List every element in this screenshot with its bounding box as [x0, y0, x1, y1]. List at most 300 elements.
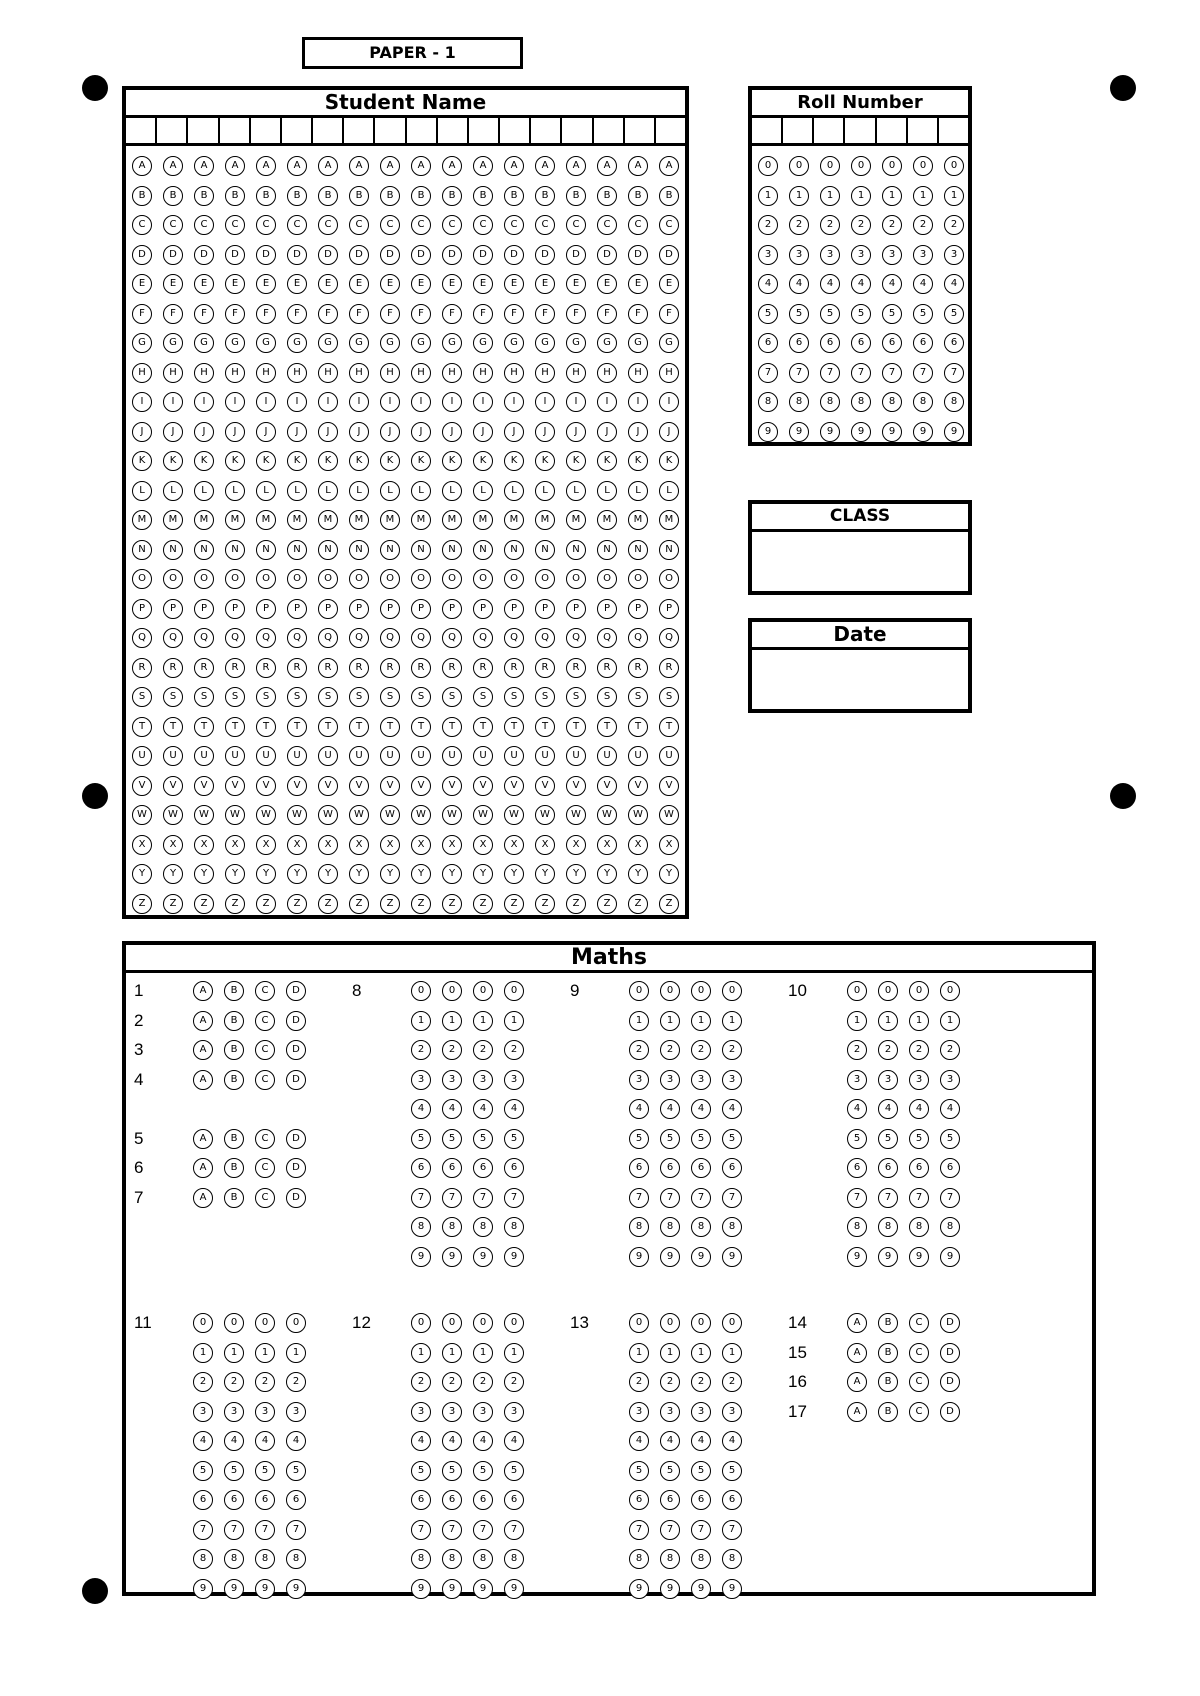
- name-letter-bubble[interactable]: N: [473, 540, 493, 560]
- numeric-digit-bubble[interactable]: 8: [473, 1217, 493, 1237]
- name-letter-bubble[interactable]: W: [473, 805, 493, 825]
- numeric-digit-bubble[interactable]: 9: [504, 1579, 524, 1599]
- mcq-choice-bubble[interactable]: D: [286, 1188, 306, 1208]
- name-letter-bubble[interactable]: Z: [256, 894, 276, 914]
- name-letter-bubble[interactable]: A: [473, 156, 493, 176]
- numeric-digit-bubble[interactable]: 0: [193, 1313, 213, 1333]
- name-letter-bubble[interactable]: X: [132, 835, 152, 855]
- name-letter-bubble[interactable]: E: [194, 274, 214, 294]
- name-letter-bubble[interactable]: I: [566, 392, 586, 412]
- name-letter-bubble[interactable]: G: [597, 333, 617, 353]
- name-letter-bubble[interactable]: R: [411, 658, 431, 678]
- numeric-digit-bubble[interactable]: 3: [629, 1402, 649, 1422]
- name-letter-bubble[interactable]: M: [194, 510, 214, 530]
- name-letter-bubble[interactable]: Y: [349, 864, 369, 884]
- roll-digit-bubble[interactable]: 6: [820, 333, 840, 353]
- name-letter-bubble[interactable]: P: [256, 599, 276, 619]
- name-letter-bubble[interactable]: O: [194, 569, 214, 589]
- name-letter-bubble[interactable]: S: [504, 687, 524, 707]
- roll-digit-bubble[interactable]: 1: [882, 186, 902, 206]
- mcq-choice-bubble[interactable]: D: [286, 1011, 306, 1031]
- name-letter-bubble[interactable]: O: [535, 569, 555, 589]
- numeric-digit-bubble[interactable]: 0: [722, 1313, 742, 1333]
- numeric-digit-bubble[interactable]: 0: [286, 1313, 306, 1333]
- name-letter-bubble[interactable]: G: [132, 333, 152, 353]
- name-letter-bubble[interactable]: V: [163, 776, 183, 796]
- name-letter-bubble[interactable]: K: [225, 451, 245, 471]
- numeric-digit-bubble[interactable]: 6: [286, 1490, 306, 1510]
- roll-digit-box[interactable]: [845, 118, 876, 146]
- name-letter-bubble[interactable]: U: [411, 746, 431, 766]
- roll-digit-box[interactable]: [752, 118, 783, 146]
- name-letter-bubble[interactable]: H: [163, 363, 183, 383]
- name-letter-bubble[interactable]: N: [380, 540, 400, 560]
- name-letter-bubble[interactable]: G: [287, 333, 307, 353]
- roll-digit-bubble[interactable]: 8: [882, 392, 902, 412]
- name-letter-bubble[interactable]: D: [659, 245, 679, 265]
- roll-digit-bubble[interactable]: 6: [789, 333, 809, 353]
- name-letter-bubble[interactable]: O: [287, 569, 307, 589]
- name-letter-bubble[interactable]: C: [163, 215, 183, 235]
- name-letter-bubble[interactable]: H: [628, 363, 648, 383]
- name-letter-bubble[interactable]: H: [442, 363, 462, 383]
- roll-digit-bubble[interactable]: 4: [851, 274, 871, 294]
- name-letter-bubble[interactable]: L: [256, 481, 276, 501]
- numeric-digit-bubble[interactable]: 0: [442, 981, 462, 1001]
- name-letter-bubble[interactable]: W: [566, 805, 586, 825]
- name-letter-bubble[interactable]: C: [411, 215, 431, 235]
- name-letter-bubble[interactable]: I: [287, 392, 307, 412]
- numeric-digit-bubble[interactable]: 4: [909, 1099, 929, 1119]
- name-letter-bubble[interactable]: J: [132, 422, 152, 442]
- roll-digit-bubble[interactable]: 7: [882, 363, 902, 383]
- numeric-digit-bubble[interactable]: 4: [629, 1431, 649, 1451]
- numeric-digit-bubble[interactable]: 6: [193, 1490, 213, 1510]
- name-letter-bubble[interactable]: W: [287, 805, 307, 825]
- name-letter-bubble[interactable]: U: [287, 746, 307, 766]
- numeric-digit-bubble[interactable]: 6: [691, 1490, 711, 1510]
- name-letter-bubble[interactable]: P: [566, 599, 586, 619]
- numeric-digit-bubble[interactable]: 1: [691, 1343, 711, 1363]
- name-letter-bubble[interactable]: X: [349, 835, 369, 855]
- name-letter-bubble[interactable]: A: [535, 156, 555, 176]
- name-letter-bubble[interactable]: I: [380, 392, 400, 412]
- numeric-digit-bubble[interactable]: 3: [411, 1402, 431, 1422]
- name-letter-bubble[interactable]: W: [349, 805, 369, 825]
- numeric-digit-bubble[interactable]: 5: [629, 1461, 649, 1481]
- name-letter-bubble[interactable]: I: [194, 392, 214, 412]
- numeric-digit-bubble[interactable]: 8: [504, 1217, 524, 1237]
- numeric-digit-bubble[interactable]: 2: [411, 1372, 431, 1392]
- numeric-digit-bubble[interactable]: 4: [722, 1099, 742, 1119]
- name-letter-bubble[interactable]: A: [318, 156, 338, 176]
- name-letter-bubble[interactable]: P: [380, 599, 400, 619]
- numeric-digit-bubble[interactable]: 3: [691, 1070, 711, 1090]
- name-letter-bubble[interactable]: A: [628, 156, 648, 176]
- numeric-digit-bubble[interactable]: 4: [473, 1431, 493, 1451]
- numeric-digit-bubble[interactable]: 0: [940, 981, 960, 1001]
- name-letter-bubble[interactable]: I: [442, 392, 462, 412]
- numeric-digit-bubble[interactable]: 8: [442, 1217, 462, 1237]
- name-letter-bubble[interactable]: D: [473, 245, 493, 265]
- roll-digit-bubble[interactable]: 9: [882, 422, 902, 442]
- name-letter-bubble[interactable]: G: [256, 333, 276, 353]
- name-letter-bubble[interactable]: J: [287, 422, 307, 442]
- name-letter-bubble[interactable]: J: [473, 422, 493, 442]
- name-letter-bubble[interactable]: D: [411, 245, 431, 265]
- name-letter-bubble[interactable]: B: [628, 186, 648, 206]
- name-letter-bubble[interactable]: J: [566, 422, 586, 442]
- name-letter-box[interactable]: [656, 118, 685, 146]
- name-letter-bubble[interactable]: Y: [504, 864, 524, 884]
- name-letter-bubble[interactable]: T: [411, 717, 431, 737]
- numeric-digit-bubble[interactable]: 8: [722, 1549, 742, 1569]
- name-letter-bubble[interactable]: U: [442, 746, 462, 766]
- name-letter-bubble[interactable]: J: [380, 422, 400, 442]
- name-letter-bubble[interactable]: P: [287, 599, 307, 619]
- name-letter-bubble[interactable]: W: [380, 805, 400, 825]
- numeric-digit-bubble[interactable]: 6: [473, 1158, 493, 1178]
- numeric-digit-bubble[interactable]: 5: [660, 1461, 680, 1481]
- numeric-digit-bubble[interactable]: 4: [722, 1431, 742, 1451]
- name-letter-bubble[interactable]: D: [225, 245, 245, 265]
- mcq-choice-bubble[interactable]: A: [847, 1372, 867, 1392]
- numeric-digit-bubble[interactable]: 6: [878, 1158, 898, 1178]
- name-letter-bubble[interactable]: Q: [628, 628, 648, 648]
- mcq-choice-bubble[interactable]: C: [909, 1343, 929, 1363]
- name-letter-bubble[interactable]: D: [132, 245, 152, 265]
- name-letter-bubble[interactable]: U: [349, 746, 369, 766]
- roll-digit-bubble[interactable]: 9: [758, 422, 778, 442]
- numeric-digit-bubble[interactable]: 0: [504, 1313, 524, 1333]
- roll-digit-bubble[interactable]: 2: [851, 215, 871, 235]
- name-letter-bubble[interactable]: K: [442, 451, 462, 471]
- name-letter-bubble[interactable]: R: [349, 658, 369, 678]
- numeric-digit-bubble[interactable]: 2: [909, 1040, 929, 1060]
- numeric-digit-bubble[interactable]: 2: [411, 1040, 431, 1060]
- numeric-digit-bubble[interactable]: 1: [442, 1011, 462, 1031]
- name-letter-bubble[interactable]: U: [163, 746, 183, 766]
- name-letter-bubble[interactable]: J: [411, 422, 431, 442]
- roll-digit-bubble[interactable]: 1: [913, 186, 933, 206]
- numeric-digit-bubble[interactable]: 5: [504, 1461, 524, 1481]
- name-letter-bubble[interactable]: F: [659, 304, 679, 324]
- numeric-digit-bubble[interactable]: 8: [286, 1549, 306, 1569]
- numeric-digit-bubble[interactable]: 1: [255, 1343, 275, 1363]
- roll-digit-bubble[interactable]: 8: [789, 392, 809, 412]
- name-letter-bubble[interactable]: M: [628, 510, 648, 530]
- name-letter-bubble[interactable]: X: [225, 835, 245, 855]
- name-letter-bubble[interactable]: K: [597, 451, 617, 471]
- name-letter-bubble[interactable]: K: [659, 451, 679, 471]
- name-letter-bubble[interactable]: H: [349, 363, 369, 383]
- roll-digit-bubble[interactable]: 7: [758, 363, 778, 383]
- name-letter-bubble[interactable]: J: [442, 422, 462, 442]
- name-letter-bubble[interactable]: T: [442, 717, 462, 737]
- numeric-digit-bubble[interactable]: 6: [691, 1158, 711, 1178]
- numeric-digit-bubble[interactable]: 6: [411, 1158, 431, 1178]
- roll-digit-bubble[interactable]: 2: [820, 215, 840, 235]
- name-letter-bubble[interactable]: D: [287, 245, 307, 265]
- name-letter-bubble[interactable]: K: [628, 451, 648, 471]
- numeric-digit-bubble[interactable]: 5: [224, 1461, 244, 1481]
- name-letter-bubble[interactable]: B: [349, 186, 369, 206]
- name-letter-bubble[interactable]: P: [225, 599, 245, 619]
- name-letter-bubble[interactable]: F: [504, 304, 524, 324]
- name-letter-bubble[interactable]: H: [132, 363, 152, 383]
- mcq-choice-bubble[interactable]: B: [878, 1372, 898, 1392]
- roll-digit-bubble[interactable]: 1: [851, 186, 871, 206]
- numeric-digit-bubble[interactable]: 3: [660, 1070, 680, 1090]
- roll-digit-bubble[interactable]: 5: [944, 304, 964, 324]
- name-letter-bubble[interactable]: L: [442, 481, 462, 501]
- name-letter-bubble[interactable]: C: [349, 215, 369, 235]
- name-letter-bubble[interactable]: W: [411, 805, 431, 825]
- numeric-digit-bubble[interactable]: 0: [224, 1313, 244, 1333]
- numeric-digit-bubble[interactable]: 6: [504, 1490, 524, 1510]
- name-letter-bubble[interactable]: L: [504, 481, 524, 501]
- name-letter-bubble[interactable]: R: [628, 658, 648, 678]
- name-letter-bubble[interactable]: I: [535, 392, 555, 412]
- numeric-digit-bubble[interactable]: 9: [940, 1247, 960, 1267]
- name-letter-bubble[interactable]: W: [256, 805, 276, 825]
- roll-digit-bubble[interactable]: 9: [913, 422, 933, 442]
- name-letter-bubble[interactable]: H: [411, 363, 431, 383]
- name-letter-box[interactable]: [344, 118, 375, 146]
- name-letter-bubble[interactable]: W: [318, 805, 338, 825]
- numeric-digit-bubble[interactable]: 6: [442, 1158, 462, 1178]
- name-letter-bubble[interactable]: M: [349, 510, 369, 530]
- mcq-choice-bubble[interactable]: C: [255, 1129, 275, 1149]
- name-letter-bubble[interactable]: C: [535, 215, 555, 235]
- name-letter-bubble[interactable]: Z: [628, 894, 648, 914]
- roll-digit-bubble[interactable]: 7: [851, 363, 871, 383]
- mcq-choice-bubble[interactable]: A: [193, 1011, 213, 1031]
- name-letter-bubble[interactable]: N: [659, 540, 679, 560]
- numeric-digit-bubble[interactable]: 9: [224, 1579, 244, 1599]
- name-letter-bubble[interactable]: L: [380, 481, 400, 501]
- name-letter-bubble[interactable]: S: [473, 687, 493, 707]
- name-letter-bubble[interactable]: X: [659, 835, 679, 855]
- name-letter-bubble[interactable]: M: [442, 510, 462, 530]
- name-letter-bubble[interactable]: N: [318, 540, 338, 560]
- numeric-digit-bubble[interactable]: 8: [691, 1217, 711, 1237]
- numeric-digit-bubble[interactable]: 6: [629, 1490, 649, 1510]
- name-letter-bubble[interactable]: E: [473, 274, 493, 294]
- name-letter-bubble[interactable]: Q: [163, 628, 183, 648]
- name-letter-bubble[interactable]: C: [256, 215, 276, 235]
- name-letter-bubble[interactable]: B: [318, 186, 338, 206]
- numeric-digit-bubble[interactable]: 3: [660, 1402, 680, 1422]
- numeric-digit-bubble[interactable]: 1: [629, 1343, 649, 1363]
- mcq-choice-bubble[interactable]: D: [286, 1070, 306, 1090]
- name-letter-bubble[interactable]: O: [628, 569, 648, 589]
- numeric-digit-bubble[interactable]: 7: [442, 1188, 462, 1208]
- mcq-choice-bubble[interactable]: D: [940, 1402, 960, 1422]
- numeric-digit-bubble[interactable]: 5: [691, 1129, 711, 1149]
- name-letter-bubble[interactable]: K: [473, 451, 493, 471]
- numeric-digit-bubble[interactable]: 5: [878, 1129, 898, 1149]
- name-letter-bubble[interactable]: E: [132, 274, 152, 294]
- numeric-digit-bubble[interactable]: 8: [193, 1549, 213, 1569]
- name-letter-bubble[interactable]: S: [659, 687, 679, 707]
- name-letter-bubble[interactable]: T: [473, 717, 493, 737]
- mcq-choice-bubble[interactable]: A: [193, 1188, 213, 1208]
- name-letter-bubble[interactable]: L: [132, 481, 152, 501]
- numeric-digit-bubble[interactable]: 6: [940, 1158, 960, 1178]
- mcq-choice-bubble[interactable]: B: [224, 981, 244, 1001]
- name-letter-bubble[interactable]: A: [659, 156, 679, 176]
- name-letter-bubble[interactable]: S: [256, 687, 276, 707]
- name-letter-bubble[interactable]: D: [380, 245, 400, 265]
- numeric-digit-bubble[interactable]: 7: [473, 1188, 493, 1208]
- name-letter-bubble[interactable]: X: [535, 835, 555, 855]
- mcq-choice-bubble[interactable]: A: [847, 1313, 867, 1333]
- name-letter-bubble[interactable]: H: [225, 363, 245, 383]
- name-letter-bubble[interactable]: S: [411, 687, 431, 707]
- mcq-choice-bubble[interactable]: A: [193, 1129, 213, 1149]
- name-letter-bubble[interactable]: T: [566, 717, 586, 737]
- roll-digit-bubble[interactable]: 5: [913, 304, 933, 324]
- roll-digit-bubble[interactable]: 0: [789, 156, 809, 176]
- numeric-digit-bubble[interactable]: 7: [629, 1520, 649, 1540]
- numeric-digit-bubble[interactable]: 5: [629, 1129, 649, 1149]
- name-letter-bubble[interactable]: I: [225, 392, 245, 412]
- roll-digit-bubble[interactable]: 4: [882, 274, 902, 294]
- numeric-digit-bubble[interactable]: 5: [722, 1129, 742, 1149]
- roll-digit-bubble[interactable]: 8: [851, 392, 871, 412]
- name-letter-bubble[interactable]: C: [380, 215, 400, 235]
- name-letter-bubble[interactable]: G: [659, 333, 679, 353]
- name-letter-bubble[interactable]: P: [504, 599, 524, 619]
- name-letter-bubble[interactable]: J: [225, 422, 245, 442]
- numeric-digit-bubble[interactable]: 0: [411, 981, 431, 1001]
- roll-digit-bubble[interactable]: 4: [789, 274, 809, 294]
- name-letter-bubble[interactable]: G: [566, 333, 586, 353]
- mcq-choice-bubble[interactable]: A: [193, 981, 213, 1001]
- name-letter-bubble[interactable]: Q: [225, 628, 245, 648]
- name-letter-bubble[interactable]: Q: [132, 628, 152, 648]
- numeric-digit-bubble[interactable]: 5: [909, 1129, 929, 1149]
- name-letter-bubble[interactable]: I: [628, 392, 648, 412]
- numeric-digit-bubble[interactable]: 8: [442, 1549, 462, 1569]
- name-letter-bubble[interactable]: A: [225, 156, 245, 176]
- numeric-digit-bubble[interactable]: 1: [411, 1343, 431, 1363]
- name-letter-bubble[interactable]: Y: [442, 864, 462, 884]
- mcq-choice-bubble[interactable]: D: [286, 1158, 306, 1178]
- roll-digit-bubble[interactable]: 5: [758, 304, 778, 324]
- name-letter-bubble[interactable]: R: [163, 658, 183, 678]
- name-letter-bubble[interactable]: D: [442, 245, 462, 265]
- roll-digit-bubble[interactable]: 6: [758, 333, 778, 353]
- roll-digit-bubble[interactable]: 0: [820, 156, 840, 176]
- name-letter-bubble[interactable]: B: [504, 186, 524, 206]
- name-letter-bubble[interactable]: T: [194, 717, 214, 737]
- name-letter-bubble[interactable]: X: [380, 835, 400, 855]
- name-letter-bubble[interactable]: S: [597, 687, 617, 707]
- numeric-digit-bubble[interactable]: 5: [411, 1129, 431, 1149]
- name-letter-bubble[interactable]: A: [597, 156, 617, 176]
- numeric-digit-bubble[interactable]: 3: [878, 1070, 898, 1090]
- name-letter-bubble[interactable]: Y: [163, 864, 183, 884]
- name-letter-bubble[interactable]: W: [659, 805, 679, 825]
- name-letter-bubble[interactable]: N: [349, 540, 369, 560]
- name-letter-bubble[interactable]: E: [380, 274, 400, 294]
- numeric-digit-bubble[interactable]: 4: [411, 1431, 431, 1451]
- roll-digit-bubble[interactable]: 6: [913, 333, 933, 353]
- name-letter-bubble[interactable]: J: [504, 422, 524, 442]
- numeric-digit-bubble[interactable]: 7: [660, 1520, 680, 1540]
- name-letter-bubble[interactable]: F: [287, 304, 307, 324]
- numeric-digit-bubble[interactable]: 4: [224, 1431, 244, 1451]
- numeric-digit-bubble[interactable]: 2: [722, 1372, 742, 1392]
- numeric-digit-bubble[interactable]: 8: [847, 1217, 867, 1237]
- name-letter-bubble[interactable]: U: [318, 746, 338, 766]
- name-letter-bubble[interactable]: H: [318, 363, 338, 383]
- name-letter-bubble[interactable]: C: [225, 215, 245, 235]
- name-letter-bubble[interactable]: B: [287, 186, 307, 206]
- name-letter-bubble[interactable]: P: [628, 599, 648, 619]
- roll-digit-bubble[interactable]: 6: [851, 333, 871, 353]
- mcq-choice-bubble[interactable]: C: [255, 1040, 275, 1060]
- roll-digit-bubble[interactable]: 8: [913, 392, 933, 412]
- numeric-digit-bubble[interactable]: 4: [660, 1099, 680, 1119]
- name-letter-bubble[interactable]: Q: [442, 628, 462, 648]
- name-letter-bubble[interactable]: P: [535, 599, 555, 619]
- roll-digit-bubble[interactable]: 8: [758, 392, 778, 412]
- name-letter-bubble[interactable]: Y: [597, 864, 617, 884]
- name-letter-bubble[interactable]: L: [163, 481, 183, 501]
- mcq-choice-bubble[interactable]: D: [940, 1313, 960, 1333]
- name-letter-bubble[interactable]: Q: [411, 628, 431, 648]
- name-letter-bubble[interactable]: F: [535, 304, 555, 324]
- name-letter-box[interactable]: [562, 118, 593, 146]
- numeric-digit-bubble[interactable]: 2: [442, 1372, 462, 1392]
- roll-digit-bubble[interactable]: 0: [758, 156, 778, 176]
- name-letter-bubble[interactable]: R: [318, 658, 338, 678]
- name-letter-bubble[interactable]: U: [659, 746, 679, 766]
- name-letter-bubble[interactable]: G: [380, 333, 400, 353]
- name-letter-bubble[interactable]: Q: [659, 628, 679, 648]
- name-letter-bubble[interactable]: R: [442, 658, 462, 678]
- name-letter-bubble[interactable]: Z: [411, 894, 431, 914]
- numeric-digit-bubble[interactable]: 3: [504, 1070, 524, 1090]
- numeric-digit-bubble[interactable]: 7: [722, 1188, 742, 1208]
- name-letter-bubble[interactable]: P: [349, 599, 369, 619]
- mcq-choice-bubble[interactable]: C: [909, 1372, 929, 1392]
- name-letter-bubble[interactable]: K: [349, 451, 369, 471]
- mcq-choice-bubble[interactable]: B: [878, 1313, 898, 1333]
- name-letter-bubble[interactable]: H: [194, 363, 214, 383]
- name-letter-bubble[interactable]: C: [473, 215, 493, 235]
- name-letter-bubble[interactable]: S: [349, 687, 369, 707]
- name-letter-bubble[interactable]: L: [628, 481, 648, 501]
- roll-digit-bubble[interactable]: 2: [882, 215, 902, 235]
- name-letter-box[interactable]: [500, 118, 531, 146]
- name-letter-bubble[interactable]: M: [504, 510, 524, 530]
- numeric-digit-bubble[interactable]: 1: [442, 1343, 462, 1363]
- name-letter-bubble[interactable]: H: [504, 363, 524, 383]
- numeric-digit-bubble[interactable]: 3: [411, 1070, 431, 1090]
- name-letter-bubble[interactable]: Q: [318, 628, 338, 648]
- name-letter-bubble[interactable]: I: [473, 392, 493, 412]
- name-letter-bubble[interactable]: U: [132, 746, 152, 766]
- numeric-digit-bubble[interactable]: 0: [411, 1313, 431, 1333]
- name-letter-bubble[interactable]: W: [628, 805, 648, 825]
- name-letter-bubble[interactable]: E: [163, 274, 183, 294]
- numeric-digit-bubble[interactable]: 3: [847, 1070, 867, 1090]
- name-letter-bubble[interactable]: O: [225, 569, 245, 589]
